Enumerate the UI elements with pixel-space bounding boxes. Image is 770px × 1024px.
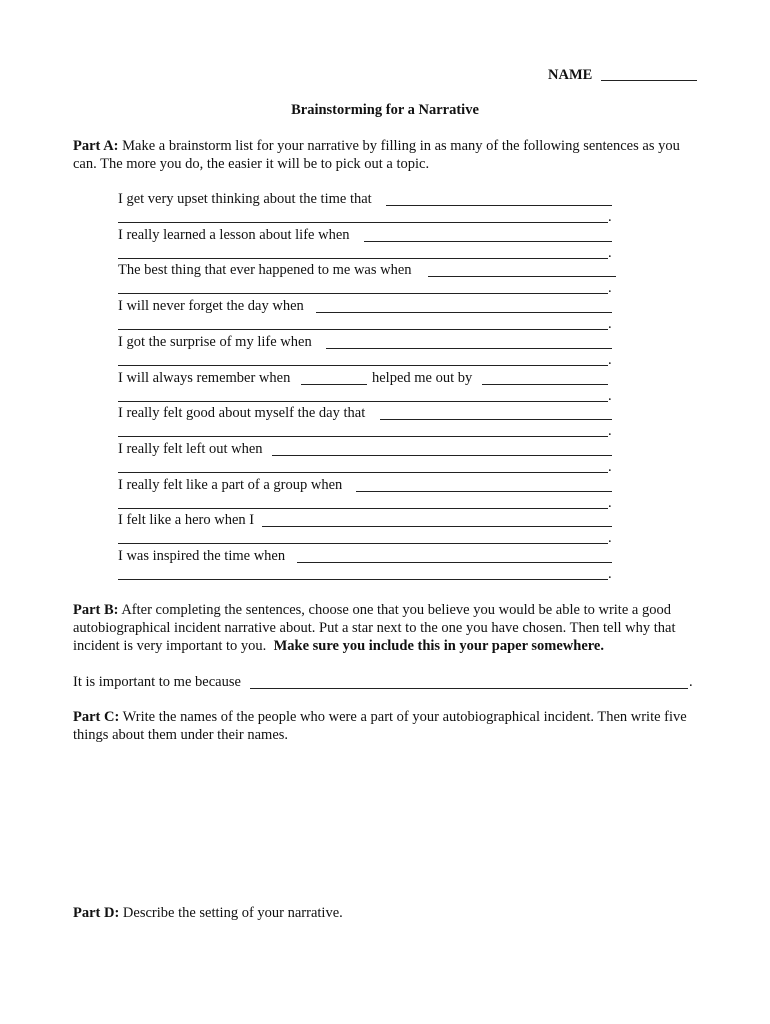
prompt-8-blank[interactable] bbox=[272, 455, 612, 456]
prompt-11-continuation-blank[interactable] bbox=[118, 579, 608, 580]
part-c-answer-area[interactable] bbox=[73, 750, 703, 890]
prompt-9-text: I really felt like a part of a group when bbox=[118, 477, 343, 493]
prompt-11-blank[interactable] bbox=[297, 562, 612, 563]
prompt-5-blank[interactable] bbox=[326, 348, 612, 349]
part-d-label: Part D: bbox=[73, 905, 120, 921]
prompt-6-period: . bbox=[608, 388, 612, 404]
prompt-8-text: I really felt left out when bbox=[118, 441, 263, 457]
prompt-1-blank[interactable] bbox=[386, 205, 612, 206]
prompt-3-period: . bbox=[608, 280, 612, 296]
prompt-8-period: . bbox=[608, 459, 612, 475]
important-because-blank[interactable] bbox=[250, 688, 688, 689]
prompt-1-text: I get very upset thinking about the time that bbox=[118, 191, 372, 207]
part-b-text: After completing the sentences, choose one that you believe you would be able to write a good autobiographical incident narrative about. Put a star next to the one you have chosen. Then tell why that incident is very important to you. bbox=[73, 602, 676, 654]
prompt-9-period: . bbox=[608, 495, 612, 511]
part-d-paragraph bbox=[73, 904, 703, 922]
part-b-label: Part B: bbox=[73, 602, 119, 618]
prompt-10-text: I felt like a hero when I bbox=[118, 512, 255, 528]
prompt-7-continuation-blank[interactable] bbox=[118, 436, 608, 437]
prompt-5-period: . bbox=[608, 352, 612, 368]
prompt-1-period: . bbox=[608, 209, 612, 225]
prompt-5-continuation-blank[interactable] bbox=[118, 365, 608, 366]
prompt-4-blank[interactable] bbox=[316, 312, 612, 313]
prompt-3-blank[interactable] bbox=[428, 276, 616, 277]
part-b-paragraph bbox=[73, 601, 701, 655]
prompt-9-blank[interactable] bbox=[356, 491, 612, 492]
prompt-3-text: The best thing that ever happened to me was when bbox=[118, 262, 412, 278]
part-d-text: Describe the setting of your narrative. bbox=[122, 905, 343, 921]
prompt-7-blank[interactable] bbox=[380, 419, 612, 420]
part-d-answer-area[interactable] bbox=[73, 926, 703, 1016]
prompt-4-text: I will never forget the day when bbox=[118, 298, 304, 314]
prompt-10-continuation-blank[interactable] bbox=[118, 543, 608, 544]
prompt-2-text: I really learned a lesson about life when bbox=[118, 227, 350, 243]
prompt-6-person-blank[interactable] bbox=[301, 384, 367, 385]
prompt-10-period: . bbox=[608, 530, 612, 546]
part-a-text: Make a brainstorm list for your narrative by filling in as many of the following sentences as you can. The more you do, the easier it will be to pick out a topic. bbox=[73, 138, 680, 172]
prompt-6-continuation-blank[interactable] bbox=[118, 401, 608, 402]
prompt-2-period: . bbox=[608, 245, 612, 261]
prompt-7-text: I really felt good about myself the day that bbox=[118, 405, 366, 421]
prompt-7-period: . bbox=[608, 423, 612, 439]
prompt-10-blank[interactable] bbox=[262, 526, 612, 527]
prompt-11-period: . bbox=[608, 566, 612, 582]
prompt-2-blank[interactable] bbox=[364, 241, 612, 242]
prompt-6-text-2: helped me out by bbox=[372, 370, 473, 386]
prompt-2-continuation-blank[interactable] bbox=[118, 258, 608, 259]
prompt-4-continuation-blank[interactable] bbox=[118, 329, 608, 330]
prompt-6-text: I will always remember when bbox=[118, 370, 291, 386]
prompt-9-continuation-blank[interactable] bbox=[118, 508, 608, 509]
part-c-label: Part C: bbox=[73, 709, 120, 725]
prompt-3-continuation-blank[interactable] bbox=[118, 293, 608, 294]
name-field[interactable] bbox=[601, 80, 697, 81]
important-because-period: . bbox=[689, 674, 693, 690]
prompt-4-period: . bbox=[608, 316, 612, 332]
prompt-11-text: I was inspired the time when bbox=[118, 548, 286, 564]
prompt-8-continuation-blank[interactable] bbox=[118, 472, 608, 473]
important-because-text: It is important to me because bbox=[73, 674, 241, 690]
prompt-6-blank[interactable] bbox=[482, 384, 608, 385]
part-a-paragraph bbox=[73, 137, 703, 173]
page-title: Brainstorming for a Narrative bbox=[291, 102, 479, 118]
part-c-paragraph bbox=[73, 708, 699, 744]
part-b-emphasis: Make sure you include this in your paper somewhere. bbox=[273, 638, 604, 654]
prompt-1-continuation-blank[interactable] bbox=[118, 222, 608, 223]
part-a-label: Part A: bbox=[73, 138, 119, 154]
part-c-text: Write the names of the people who were a part of your autobiographical incident. Then write five things about them under their names. bbox=[73, 709, 687, 743]
prompt-5-text: I got the surprise of my life when bbox=[118, 334, 312, 350]
name-label: NAME bbox=[548, 67, 593, 83]
